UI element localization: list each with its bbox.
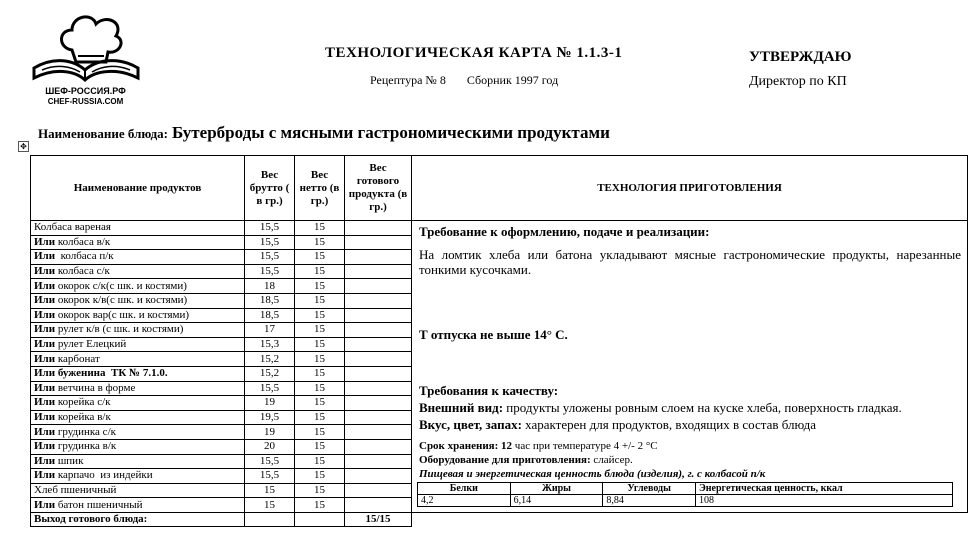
ingredient-ready [345,221,412,236]
header-net: Вес нетто (в гр.) [295,156,345,221]
table-header-row [31,156,968,221]
output-label: Выход готового блюда: [31,512,245,527]
ingredient-ready [345,337,412,352]
ingredient-label: грудинка в/к [55,440,117,453]
ingredient-net: 15 [295,264,345,279]
ingredient-ready [345,425,412,440]
ingredient-net: 15 [295,337,345,352]
ingredient-name [31,337,245,352]
appearance-text: продукты уложены ровным слоем на куске хлеба, поверхность гладкая. [503,400,902,415]
equipment-text: слайсер. [590,454,633,466]
ingredient-ready [345,381,412,396]
ingredient-label: Хлеб пшеничный [34,483,117,496]
storage-line [419,440,961,453]
logo-site-ru: ШЕФ-РОССИЯ.РФ [45,86,126,96]
ingredient-gross: 18,5 [245,308,295,323]
ingredient-net: 15 [295,454,345,469]
ingredient-prefix: Или [34,498,56,511]
ingredient-ready [345,439,412,454]
ingredient-net: 15 [295,381,345,396]
ingredient-prefix: Или [34,367,56,380]
output-row [31,512,968,527]
ingredient-label: шпик [55,454,84,467]
ingredient-gross: 18 [245,279,295,294]
ingredient-prefix: Или [34,411,56,424]
ingredient-gross: 15,5 [245,454,295,469]
header-ready: Вес готового продукта (в гр.) [345,156,412,221]
ingredient-net: 15 [295,366,345,381]
ingredient-gross: 15 [245,483,295,498]
nutrition-title: Пищевая и энергетическая ценность блюда (изделия), г. с колбасой п/к [419,468,766,480]
ingredient-name [31,425,245,440]
ingredient-name [31,483,245,498]
dish-name [38,123,610,143]
ingredient-gross: 19 [245,396,295,411]
ingredient-prefix: Или [34,469,56,482]
ingredient-gross: 19 [245,425,295,440]
ingredient-prefix: Или [34,338,56,351]
nutrition-header-energy: Энергетическая ценность, ккал [696,483,953,495]
ingredient-name [31,293,245,308]
dish-name-value: Бутерброды с мясными гастрономическими продуктами [171,123,610,142]
ingredient-net: 15 [295,396,345,411]
ingredient-name [31,221,245,236]
header-tech: ТЕХНОЛОГИЯ ПРИГОТОВЛЕНИЯ [412,156,968,221]
ingredient-ready [345,454,412,469]
chef-russia-logo [28,6,143,108]
storage-label: Срок хранения: [419,440,499,452]
ingredient-net: 15 [295,250,345,265]
nutrition-header-carbs: Углеводы [603,483,696,495]
ingredient-name [31,366,245,381]
ingredient-net: 15 [295,279,345,294]
ingredient-name [31,439,245,454]
ingredient-net: 15 [295,308,345,323]
table-move-handle-icon[interactable]: ✥ [18,141,29,152]
recipe-collection: Сборник 1997 год [466,73,559,87]
equipment-label: Оборудование для приготовления: [419,454,591,466]
ingredient-name [31,498,245,513]
ingredient-name [31,352,245,367]
ingredient-prefix: Или [34,381,56,394]
storage-text: час при температуре 4 +/- 2 °С [512,440,658,452]
nutrition-header-fat: Жиры [510,483,603,495]
ingredient-prefix: Или [34,250,56,263]
ingredient-gross: 15,5 [245,235,295,250]
nutrition-value-row [418,495,953,507]
ingredient-label: окорок к/в(с шк. и костями) [55,294,188,307]
ingredient-net: 15 [295,323,345,338]
ingredient-ready [345,279,412,294]
nutrition-header-protein: Белки [418,483,511,495]
ingredient-label: рулет Елецкий [55,338,127,351]
ingredient-ready [345,469,412,484]
ingredient-net: 15 [295,425,345,440]
equipment-line [419,454,961,467]
dish-name-label: Наименование блюда: [38,126,168,141]
ingredient-gross: 17 [245,323,295,338]
ingredient-label: батон пшеничный [55,498,143,511]
ingredient-prefix: Или [34,425,56,438]
nutrition-table [417,482,953,507]
requirements-text: На ломтик хлеба или батона укладывают мясные гастрономические продукты, нарезанные тонкими кусочками. [419,247,961,277]
ingredient-name [31,410,245,425]
ingredient-prefix: Или [34,440,56,453]
ingredient-label: грудинка с/к [55,425,116,438]
taste-line [419,418,961,431]
ingredient-gross: 15,5 [245,264,295,279]
ingredient-prefix: Или [34,396,56,409]
ingredient-name [31,250,245,265]
ingredient-label: ветчина в форме [55,381,136,394]
card-title: ТЕХНОЛОГИЧЕСКАЯ КАРТА № 1.1.3-1 [325,45,623,61]
ingredient-net: 15 [295,293,345,308]
ingredient-label: корейка с/к [55,396,111,409]
ingredient-gross: 15 [245,498,295,513]
ingredient-ready [345,323,412,338]
nutrition-carbs: 8,84 [603,495,696,507]
ingredient-label: буженина ТК № 7.1.0. [55,367,168,380]
ingredient-gross: 15,5 [245,469,295,484]
ingredient-ready [345,352,412,367]
serving-temperature: Т отпуска не выше 14° С. [419,327,568,342]
taste-label: Вкус, цвет, запах: [419,417,522,432]
technology-cell [412,221,968,513]
recipe-number: Рецептура № 8 [370,73,446,87]
taste-text: характерен для продуктов, входящих в состав блюда [521,417,816,432]
ingredient-net: 15 [295,498,345,513]
ingredient-net: 15 [295,221,345,236]
ingredient-name [31,454,245,469]
logo-site-com: CHEF-RUSSIA.COM [47,97,124,106]
ingredient-gross: 19,5 [245,410,295,425]
requirements-title: Требование к оформлению, подаче и реализации: [419,224,710,239]
ingredient-gross: 15,2 [245,352,295,367]
ingredient-prefix: Или [34,294,56,307]
ingredient-gross: 15,5 [245,250,295,265]
ingredient-label: колбаса п/к [55,250,114,263]
ingredient-label: карпачо из индейки [55,469,153,482]
ingredient-net: 15 [295,439,345,454]
output-net [295,512,345,527]
nutrition-energy: 108 [696,495,953,507]
nutrition-fat: 6,14 [510,495,603,507]
ingredient-label: карбонат [55,352,100,365]
appearance-label: Внешний вид: [419,400,504,415]
ingredient-name [31,396,245,411]
ingredient-gross: 15,3 [245,337,295,352]
ingredient-row [31,221,968,236]
approve-label: УТВЕРЖДАЮ [749,49,852,65]
output-value: 15/15 [345,512,412,527]
ingredient-ready [345,264,412,279]
ingredient-prefix: Или [34,454,56,467]
ingredient-label: Колбаса вареная [34,221,111,234]
ingredient-name [31,264,245,279]
header-gross: Вес брутто ( в гр.) [245,156,295,221]
ingredient-net: 15 [295,410,345,425]
ingredient-name [31,235,245,250]
ingredient-prefix: Или [34,235,56,248]
storage-hours: 12 [498,440,513,452]
ingredient-ready [345,483,412,498]
ingredient-name [31,469,245,484]
ingredient-label: колбаса в/к [55,235,111,248]
ingredient-ready [345,410,412,425]
ingredient-ready [345,235,412,250]
quality-title: Требования к качеству: [419,383,559,398]
ingredient-label: окорок с/к(с шк. и костями) [55,279,187,292]
ingredient-ready [345,366,412,381]
ingredient-prefix: Или [34,308,56,321]
ingredient-ready [345,293,412,308]
ingredient-prefix: Или [34,323,56,336]
ingredient-gross: 18,5 [245,293,295,308]
ingredient-label: окорок вар(с шк. и костями) [55,308,190,321]
ingredient-label: рулет к/в (с шк. и костями) [55,323,184,336]
ingredient-name [31,381,245,396]
ingredient-net: 15 [295,469,345,484]
ingredient-label: колбаса с/к [55,265,110,278]
ingredient-name [31,308,245,323]
ingredient-name [31,279,245,294]
ingredient-ready [345,308,412,323]
ingredient-net: 15 [295,235,345,250]
card-subtitle [370,73,558,88]
ingredient-ready [345,498,412,513]
output-gross [245,512,295,527]
ingredient-net: 15 [295,352,345,367]
ingredient-gross: 15,5 [245,381,295,396]
ingredient-prefix: Или [34,279,56,292]
ingredient-name [31,323,245,338]
director-label: Директор по КП [749,74,847,89]
ingredient-net: 15 [295,483,345,498]
ingredient-prefix: Или [34,265,56,278]
appearance-line [419,401,961,414]
ingredient-ready [345,250,412,265]
nutrition-protein: 4,2 [418,495,511,507]
ingredient-gross: 15,5 [245,221,295,236]
ingredient-label: корейка в/к [55,411,111,424]
ingredient-ready [345,396,412,411]
ingredient-gross: 15,2 [245,366,295,381]
tech-card-table [30,155,968,527]
chef-hat-book-icon [28,6,143,86]
header-product: Наименование продуктов [31,156,245,221]
ingredient-gross: 20 [245,439,295,454]
nutrition-header-row [418,483,953,495]
ingredient-prefix: Или [34,352,56,365]
